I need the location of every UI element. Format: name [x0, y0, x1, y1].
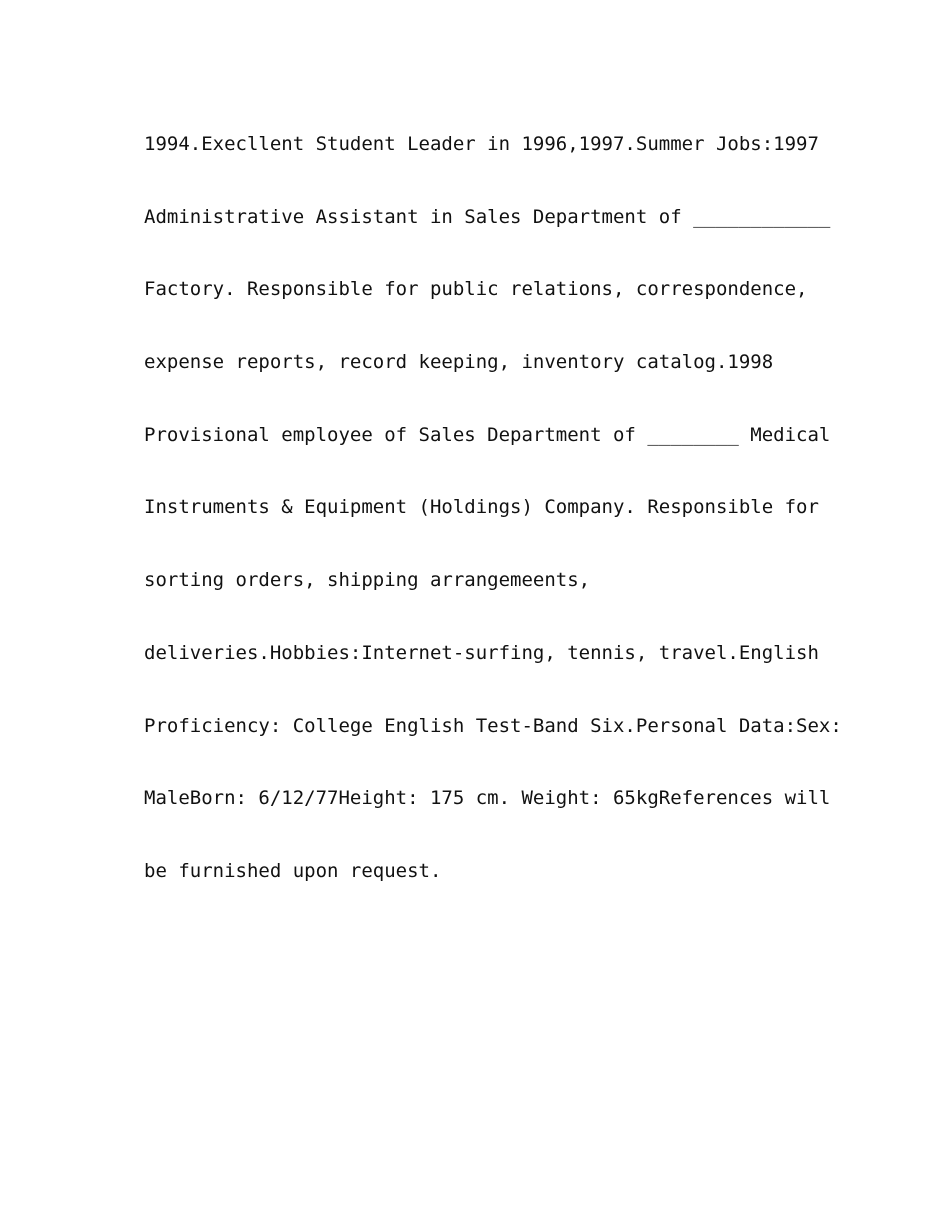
- text-line-8: deliveries.Hobbies:Internet-surfing, tennis, travel.English: [144, 641, 819, 664]
- text-line-7: sorting orders, shipping arrangemeents,: [144, 569, 591, 592]
- text-line-3: Factory. Responsible for public relations, correspondence,: [144, 278, 808, 301]
- text-line-10: MaleBorn: 6/12/77Height: 175 cm. Weight: 65kgReferences will: [144, 787, 831, 810]
- resume-text-block: [144, 122, 842, 922]
- text-line-5: Provisional employee of Sales Department of ________ Medical: [144, 423, 831, 446]
- text-line-1: 1994.Execllent Student Leader in 1996,1997.Summer Jobs:1997: [144, 133, 819, 155]
- text-line-4: expense reports, record keeping, inventory catalog.1998: [144, 351, 774, 374]
- text-line-9: Proficiency: College English Test-Band Six.Personal Data:Sex:: [144, 714, 842, 737]
- text-line-6: Instruments & Equipment (Holdings) Company. Responsible for: [144, 496, 819, 519]
- text-line-2: Administrative Assistant in Sales Department of ____________: [144, 205, 831, 228]
- text-line-11: be furnished upon request.: [144, 859, 442, 882]
